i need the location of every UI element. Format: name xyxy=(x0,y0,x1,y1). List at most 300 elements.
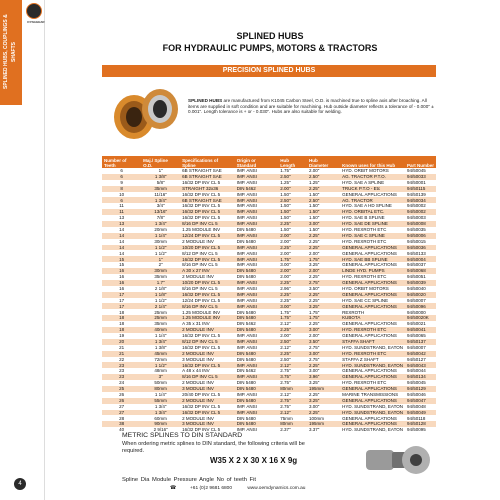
table-cell: 2.25" xyxy=(307,362,340,368)
table-cell: 2.00" xyxy=(278,186,307,192)
table-cell: HYD. ORBIT MOTORS xyxy=(342,285,389,291)
table-cell: 2 MODULE INV xyxy=(180,398,235,404)
table-cell: 1.50" xyxy=(309,227,320,233)
table-cell: 2.00" xyxy=(307,268,340,274)
table-cell: 1.50" xyxy=(309,203,320,209)
table-cell: 27 xyxy=(102,410,141,416)
table-cell: HYD. SAE A SPLINE xyxy=(342,179,385,185)
table-cell: 80mm xyxy=(278,421,307,427)
table-cell: DIN 5480 xyxy=(235,386,278,392)
table-cell: 2.25" xyxy=(309,238,320,244)
section-tab-label: SPLINED HUBS, COUPLINGS & SHAFTS xyxy=(3,14,17,90)
table-cell: 80mm xyxy=(278,386,307,392)
table-cell: 94/50096 xyxy=(405,303,436,309)
table-cell: 1 3/4" xyxy=(141,221,180,227)
table-cell: 14 xyxy=(102,233,141,239)
table-cell: 3.00" xyxy=(278,303,307,309)
table-cell: 94/50045 xyxy=(407,168,426,174)
table-header-row xyxy=(102,156,436,168)
table-cell: HYD. SUNDSTRAND, EATON xyxy=(342,427,403,433)
table-cell: 94/50004 xyxy=(405,256,436,262)
table-cell: GENERAL APPLICATIONS xyxy=(340,374,405,380)
table-cell: 94/50128 xyxy=(405,421,436,427)
table-cell: 2.25" xyxy=(278,245,307,251)
table-cell: 2.25" xyxy=(309,274,320,280)
table-cell: TRUCK P.T.O - Etc xyxy=(340,186,405,192)
table-cell: KUBOTA xyxy=(340,315,405,321)
table-cell: 1.75" xyxy=(307,256,340,262)
table-cell: 14 xyxy=(119,238,125,244)
table-cell: DIN 5462 xyxy=(235,186,278,192)
table-cell: 2.25" xyxy=(278,327,307,333)
table-cell: 16 xyxy=(102,280,141,286)
table-cell: HYD. REXROTH ETC xyxy=(342,238,387,244)
table-cell: DIN 5462 xyxy=(236,368,256,374)
table-cell: 94/50137 xyxy=(405,339,436,345)
table-cell: 6 xyxy=(120,168,123,174)
table-cell: 1.75" xyxy=(307,315,340,321)
table-cell: 21 xyxy=(102,351,141,357)
table-cell: 3.37" xyxy=(309,427,320,433)
table-cell: HYD. SUNDSTRAND, EATON xyxy=(342,344,403,350)
table-cell: 1.50" xyxy=(280,191,291,197)
table-cell: 1 1/2" xyxy=(141,362,180,368)
table-body xyxy=(102,168,436,433)
table-cell: IMP. ANSI xyxy=(236,191,257,197)
table-cell: GENERAL APPLICATIONS xyxy=(342,250,397,256)
table-cell: 2.25" xyxy=(307,292,340,298)
table-cell: 55mm xyxy=(141,398,180,404)
table-cell: 3 MODULE INV xyxy=(182,356,214,362)
table-cell: IMP. ANSI xyxy=(236,427,257,433)
table-cell: 26 xyxy=(119,391,125,397)
table-cell: 3/4" xyxy=(156,203,165,209)
table-cell: 1.25 MODULE INV xyxy=(182,227,221,233)
table-cell: 45mm xyxy=(141,351,180,357)
table-cell: 16/32 DP INV CL 5 xyxy=(182,203,221,209)
table-cell: DIN 5480 xyxy=(236,238,256,244)
footer xyxy=(170,486,319,491)
table-cell: 2 MODULE INV xyxy=(182,380,214,386)
table-cell: 2.75" xyxy=(278,398,307,404)
table-cell: IMP. ANSI xyxy=(236,168,257,174)
table-cell: 94/50002 xyxy=(407,203,426,209)
table-cell: 16/32 DP INV CL 5 xyxy=(180,292,235,298)
column-header: Specifications of Spline xyxy=(180,156,235,168)
table-cell: 14 xyxy=(102,245,141,251)
description-lead: SPLINED HUBS xyxy=(188,98,223,103)
table-cell: 2.12" xyxy=(278,410,307,416)
table-cell: 94/50020K xyxy=(405,315,436,321)
table-cell: 1 3/4" xyxy=(141,197,180,203)
table-cell: 16/32 DP INV CL 5 xyxy=(182,179,221,185)
table-cell: 94/50039 xyxy=(405,280,436,286)
table-cell: 75mm xyxy=(280,415,293,421)
table-cell: 2.96" xyxy=(280,285,291,291)
table-cell: 1 1/4" xyxy=(154,333,167,339)
table-cell: REXROTH xyxy=(342,309,365,315)
table-cell: 14 xyxy=(119,250,125,256)
table-cell: DIN 5480 xyxy=(236,415,256,421)
table-cell: 2 MODULE INV xyxy=(182,274,214,280)
table-cell: GENERAL APPLICATIONS xyxy=(342,333,397,339)
table-cell: DIN 5480 xyxy=(236,309,256,315)
table-cell: 2.00" xyxy=(280,274,291,280)
table-cell: 72mm xyxy=(154,356,167,362)
table-cell: 94/50035 xyxy=(407,227,426,233)
table-cell: 6 xyxy=(102,197,141,203)
table-cell: 19 xyxy=(119,333,125,339)
table-cell: 28 xyxy=(119,415,125,421)
table-cell: HYD. REXROTH ETC xyxy=(342,274,387,280)
table-cell: 12/24 DP INV CL 5 xyxy=(182,297,221,303)
table-cell: 2 MODULE INV xyxy=(182,415,214,421)
table-cell: 1.50" xyxy=(280,227,291,233)
table-cell: 1 3/8" xyxy=(154,344,167,350)
spline-coupling-image xyxy=(358,440,438,480)
table-cell: 16/32 DP INV CL 5 xyxy=(180,209,235,215)
table-cell: 25mm xyxy=(141,315,180,321)
table-cell: 94/50008 xyxy=(405,221,436,227)
table-cell: 1.75" xyxy=(278,315,307,321)
table-cell: 94/50020 xyxy=(405,292,436,298)
table-cell: 40mm xyxy=(141,327,180,333)
table-cell: A 30 x 27 INV xyxy=(180,268,235,274)
phone-icon: ☎ xyxy=(170,486,176,491)
table-cell: 2.25" xyxy=(280,297,291,303)
table-cell: 94/50006 xyxy=(405,233,436,239)
table-cell: 2.50" xyxy=(278,197,307,203)
table-cell: 17 xyxy=(119,297,125,303)
table-cell: 1.75" xyxy=(280,168,291,174)
table-cell: STAFFA Z SHAFT xyxy=(342,356,379,362)
table-cell: 21 xyxy=(119,344,125,350)
table-cell: HYD. SAE BB SPLINE xyxy=(340,256,405,262)
table-cell: 2.00" xyxy=(309,333,320,339)
table-cell: IMP. ANSI xyxy=(235,303,278,309)
table-cell: HYD. REXROTH ETC xyxy=(340,351,405,357)
table-cell: 2.00" xyxy=(309,168,320,174)
table-cell: 8/16 DP INV CL 5 xyxy=(180,303,235,309)
table-cell: HYD. SUNDSTRAND, EATON xyxy=(342,409,403,415)
table-cell: 20 xyxy=(102,339,141,345)
table-cell: 2.50" xyxy=(280,356,291,362)
table-cell: GENERAL APPLICATIONS xyxy=(340,398,405,404)
table-cell: 2.25" xyxy=(309,391,320,397)
table-cell: 2.12" xyxy=(280,344,291,350)
table-cell: IMP. ANSI xyxy=(235,410,278,416)
table-cell: 6 xyxy=(102,174,141,180)
table-cell: 94/50068 xyxy=(405,268,436,274)
table-cell: 2.00" xyxy=(280,250,291,256)
table-cell: GENERAL APPLICATIONS xyxy=(342,415,397,421)
table-cell: 3.25" xyxy=(309,380,320,386)
table-cell: 16/32 DP INV CL 5 xyxy=(182,427,221,433)
table-cell: 1.75" xyxy=(278,256,307,262)
table-cell: 2.75" xyxy=(309,344,320,350)
table-cell: DIN 5480 xyxy=(235,421,278,427)
footer-website: www.oemdynamics.com.au xyxy=(247,486,306,491)
table-cell: IMP. ANSI xyxy=(236,262,257,268)
table-cell: 100mm xyxy=(309,415,325,421)
table-cell: 94/50041 xyxy=(405,327,436,333)
table-cell: 10 xyxy=(119,191,125,197)
table-cell: DIN 5480 xyxy=(235,315,278,321)
table-cell: 2.00" xyxy=(309,250,320,256)
table-cell: IMP. ANSI xyxy=(235,197,278,203)
section-banner: PRECISION SPLINED HUBS xyxy=(102,65,436,77)
metric-section-title: METRIC SPLINES TO DIN STANDARD xyxy=(122,432,243,439)
table-cell: DIN 5480 xyxy=(235,398,278,404)
table-cell: 18 xyxy=(119,309,125,315)
table-cell: 94/50040 xyxy=(407,285,426,291)
table-cell: 1.25 MODULE INV xyxy=(182,309,221,315)
table-cell: 2.25" xyxy=(278,221,307,227)
table-cell: 94/50007 xyxy=(407,344,426,350)
table-cell: 94/50015 xyxy=(407,238,426,244)
table-cell: GENERAL APPLICATIONS xyxy=(340,421,405,427)
table-cell: 94/50065 xyxy=(407,333,426,339)
table-cell: 3.00" xyxy=(309,368,320,374)
table-cell: 13 xyxy=(119,215,125,221)
table-cell: 1 1/2" xyxy=(154,297,167,303)
table-cell: 94/50003 xyxy=(407,215,426,221)
product-description xyxy=(188,98,438,115)
table-cell: 1.75" xyxy=(309,309,320,315)
table-cell: GENERAL APPLICATIONS xyxy=(342,191,397,197)
table-cell: GENERAL APPLICATIONS xyxy=(340,245,405,251)
table-cell: IMP. ANSI xyxy=(235,209,278,215)
table-cell: 1 3/4" xyxy=(154,403,167,409)
table-cell: IMP. ANSI xyxy=(235,374,278,380)
table-cell: 23 xyxy=(119,368,125,374)
table-cell: 3.25" xyxy=(307,303,340,309)
column-header: Number of Teeth xyxy=(102,156,141,168)
table-cell: 94/50034 xyxy=(405,197,436,203)
table-cell: HYD. SAE DE SPLINE xyxy=(340,221,405,227)
table-cell: DIN 5480 xyxy=(236,227,256,233)
table-cell: HYD. REXROTH ETC xyxy=(342,227,387,233)
table-cell: 2 9/16" xyxy=(153,427,168,433)
table-cell: 2.12" xyxy=(280,321,291,327)
table-cell: IMP. ANSI xyxy=(235,339,278,345)
table-cell: 22 xyxy=(119,356,125,362)
table-cell: GENERAL APPLICATIONS xyxy=(342,368,397,374)
table-cell: 94/50048 xyxy=(407,403,426,409)
table-cell: HYD. SAE A HD SPLINE xyxy=(342,203,392,209)
table-cell: 195mm xyxy=(307,386,340,392)
table-cell: 94/50095 xyxy=(407,427,426,433)
table-cell: 1.75" xyxy=(280,309,291,315)
table-cell: 1 3/4" xyxy=(141,410,180,416)
table-cell: HYD. SAE B SPLINE xyxy=(342,215,385,221)
table-cell: 1.50" xyxy=(280,215,291,221)
table-cell: 16 xyxy=(102,268,141,274)
table-cell: 2 MODULE INV xyxy=(180,351,235,357)
table-cell: GENERAL APPLICATIONS xyxy=(342,321,397,327)
table-cell: 8/16 DP INV CL 5 xyxy=(182,262,218,268)
table-cell: 8/16 DP INV CL 5 xyxy=(182,285,218,291)
table-cell: 35mm xyxy=(141,186,180,192)
table-cell: 1" xyxy=(141,256,180,262)
table-cell: 12/24 DP INV CL 5 xyxy=(180,233,235,239)
table-cell: 3.00" xyxy=(280,262,291,268)
table-cell: 16 xyxy=(119,285,125,291)
table-cell: 2 MODULE INV xyxy=(182,238,214,244)
table-cell: DIN 5480 xyxy=(235,268,278,274)
table-cell: 94/50037 xyxy=(407,262,426,268)
table-cell: 13/16" xyxy=(141,209,180,215)
table-cell: 1.50" xyxy=(278,209,307,215)
table-cell: 2 MODULE INV xyxy=(180,327,235,333)
table-cell: 1.50" xyxy=(280,203,291,209)
table-cell: 8/16 DP INV CL 5 xyxy=(180,374,235,380)
table-cell: 16/32 DP INV CL 5 xyxy=(182,344,221,350)
table-cell: 2.25" xyxy=(278,351,307,357)
table-cell: 8 xyxy=(102,186,141,192)
table-cell: HYD. ORBITAL ETC. xyxy=(340,209,405,215)
table-cell: 1.25" xyxy=(309,179,320,185)
table-cell: 30mm xyxy=(154,238,167,244)
table-cell: GENERAL APPLICATIONS xyxy=(340,280,405,286)
table-cell: AG. TRACTOR P.T.O. xyxy=(340,174,405,180)
table-cell: 15 xyxy=(102,256,141,262)
table-cell: 7/8" xyxy=(156,215,165,221)
table-cell: MARINE TRANSMISSIONS xyxy=(342,391,399,397)
table-cell: IMP. ANSI xyxy=(236,215,257,221)
table-cell: 94/50139 xyxy=(407,191,426,197)
table-cell: IMP. ANSI xyxy=(236,391,257,397)
table-cell: 2.37" xyxy=(280,427,291,433)
table-cell: GENERAL APPLICATIONS xyxy=(342,262,397,268)
table-cell: 1 3/8" xyxy=(141,174,180,180)
page-number: 4 xyxy=(14,478,26,490)
column-header: Origin or Standard xyxy=(235,156,278,168)
table-cell: 38 xyxy=(102,421,141,427)
table-cell: 94/50046 xyxy=(407,391,426,397)
table-cell: 3" xyxy=(141,374,180,380)
table-cell: HYD. ORBIT MOTORS xyxy=(342,168,389,174)
logo-text: DYNAGEAR xyxy=(27,20,45,24)
table-cell: 94/50134 xyxy=(405,374,436,380)
table-cell: IMP. ANSI xyxy=(236,344,257,350)
table-cell: 2.75" xyxy=(280,403,291,409)
sidebar xyxy=(0,0,45,500)
table-cell: 94/50115 xyxy=(405,186,436,192)
table-cell: 30mm xyxy=(141,268,180,274)
table-cell: IMP. ANSI xyxy=(235,292,278,298)
table-cell: HYD. SAE CC SPLINE xyxy=(342,297,389,303)
table-cell: 2.12" xyxy=(280,391,291,397)
page-title: SPLINED HUBS xyxy=(236,31,304,41)
table-cell: 20mm xyxy=(154,227,167,233)
table-cell: 2.50" xyxy=(307,174,340,180)
table-cell: 3.00" xyxy=(309,403,320,409)
table-cell: 2.25" xyxy=(307,233,340,239)
table-cell: AG. TRACTOR xyxy=(340,197,405,203)
table-cell: HYD. REXROTH ETC xyxy=(342,380,387,386)
table-cell: HYD. SAE C SPLINE xyxy=(340,233,405,239)
table-cell: DIN 5480 xyxy=(235,327,278,333)
table-cell: 16/32 DP INV CL 5 xyxy=(180,256,235,262)
table-cell: 26 xyxy=(102,398,141,404)
table-cell: 8/16 DP INV CL 5 xyxy=(180,221,235,227)
table-cell: 1 1/2" xyxy=(141,245,180,251)
table-cell: GENERAL APPLICATIONS xyxy=(340,292,405,298)
table-cell: 35mm xyxy=(154,274,167,280)
table-cell: A 35 x 31 INV xyxy=(182,321,210,327)
table-cell: 20/40 DP INV CL 5 xyxy=(182,391,221,397)
table-cell: 3.00" xyxy=(307,327,340,333)
table-cell: 1.50" xyxy=(307,209,340,215)
table-cell: DIN 5480 xyxy=(236,356,256,362)
table-cell: 3.25" xyxy=(309,262,320,268)
table-cell: 40 xyxy=(119,427,125,433)
table-cell: 60mm xyxy=(154,415,167,421)
table-cell: 18 xyxy=(119,321,125,327)
table-cell: 3.75" xyxy=(278,374,307,380)
table-cell: IMP. ANSI xyxy=(235,221,278,227)
table-cell: 6B STRAIGHT SAE xyxy=(180,174,235,180)
table-cell: IMP. ANSI xyxy=(236,403,257,409)
table-cell: 94/50002 xyxy=(405,209,436,215)
table-cell: 5/8" xyxy=(156,179,165,185)
table-cell: 94/50118 xyxy=(407,415,426,421)
table-cell: 94/50000 xyxy=(407,309,426,315)
table-cell: 195mm xyxy=(307,421,340,427)
table-cell: 90mm xyxy=(141,421,180,427)
table-cell: 94/50127 xyxy=(407,356,426,362)
description-body2: Length tolerance is + or - 0.030". Hubs are also suitable for welding. xyxy=(203,109,342,115)
table-cell: 16/32 DP INV CL 5 xyxy=(182,215,221,221)
table-cell: IMP. ANSI xyxy=(235,174,278,180)
table-cell: 2.00" xyxy=(280,238,291,244)
table-cell: HYD. REXROTH ETC xyxy=(340,327,405,333)
table-cell: 94/50047 xyxy=(405,398,436,404)
table-cell: IMP. ANSI xyxy=(236,179,257,185)
splined-hub-image xyxy=(108,83,182,145)
table-cell: IMP. ANSI xyxy=(235,256,278,262)
table-cell: 3.96" xyxy=(307,374,340,380)
table-cell: 94/50021 xyxy=(407,321,426,327)
table-cell: 2.50" xyxy=(278,174,307,180)
table-cell: 9 xyxy=(120,179,123,185)
table-cell: 3.50" xyxy=(309,285,320,291)
table-cell: 15 xyxy=(119,262,125,268)
table-cell: 94/50033 xyxy=(405,174,436,180)
table-cell: IMP. ANSI xyxy=(235,280,278,286)
table-cell: 11/16" xyxy=(154,191,167,197)
description-body1: are manufactured from K1045 Carbon Steel, O.D. is machined true to spline axis after broaching. All items are supplied in soft condition and are suitable for machining. Hub outside diameter reflects a tolerance of - 0.000" ± 0.001". xyxy=(188,98,434,115)
table-cell: 16/32 DP INV CL 5 xyxy=(180,362,235,368)
table-cell: 8/12 DP INV CL 5 xyxy=(180,339,235,345)
table-cell: 2.25" xyxy=(307,410,340,416)
table-cell: 3.00" xyxy=(307,221,340,227)
table-cell: 18 xyxy=(102,315,141,321)
table-cell: DIN 5480 xyxy=(236,274,256,280)
table-cell: 48mm xyxy=(154,368,167,374)
table-cell: 1 1/4" xyxy=(141,233,180,239)
table-cell: 94/50129 xyxy=(405,386,436,392)
page-subtitle: FOR HYDRAULIC PUMPS, MOTORS & TRACTORS xyxy=(162,43,378,53)
dynagear-logo xyxy=(26,3,42,19)
column-header: Maj./ Spline O.D. xyxy=(141,156,180,168)
table-cell: LINDE HYD. PUMPS xyxy=(340,268,405,274)
table-cell: 16/32 DP INV CL 5 xyxy=(182,191,221,197)
table-cell: 1.25 MODULE INV xyxy=(180,315,235,321)
table-cell: HYD. SUNDSTRAND, EATON xyxy=(342,403,403,409)
table-cell: 94/50001 xyxy=(407,179,426,185)
